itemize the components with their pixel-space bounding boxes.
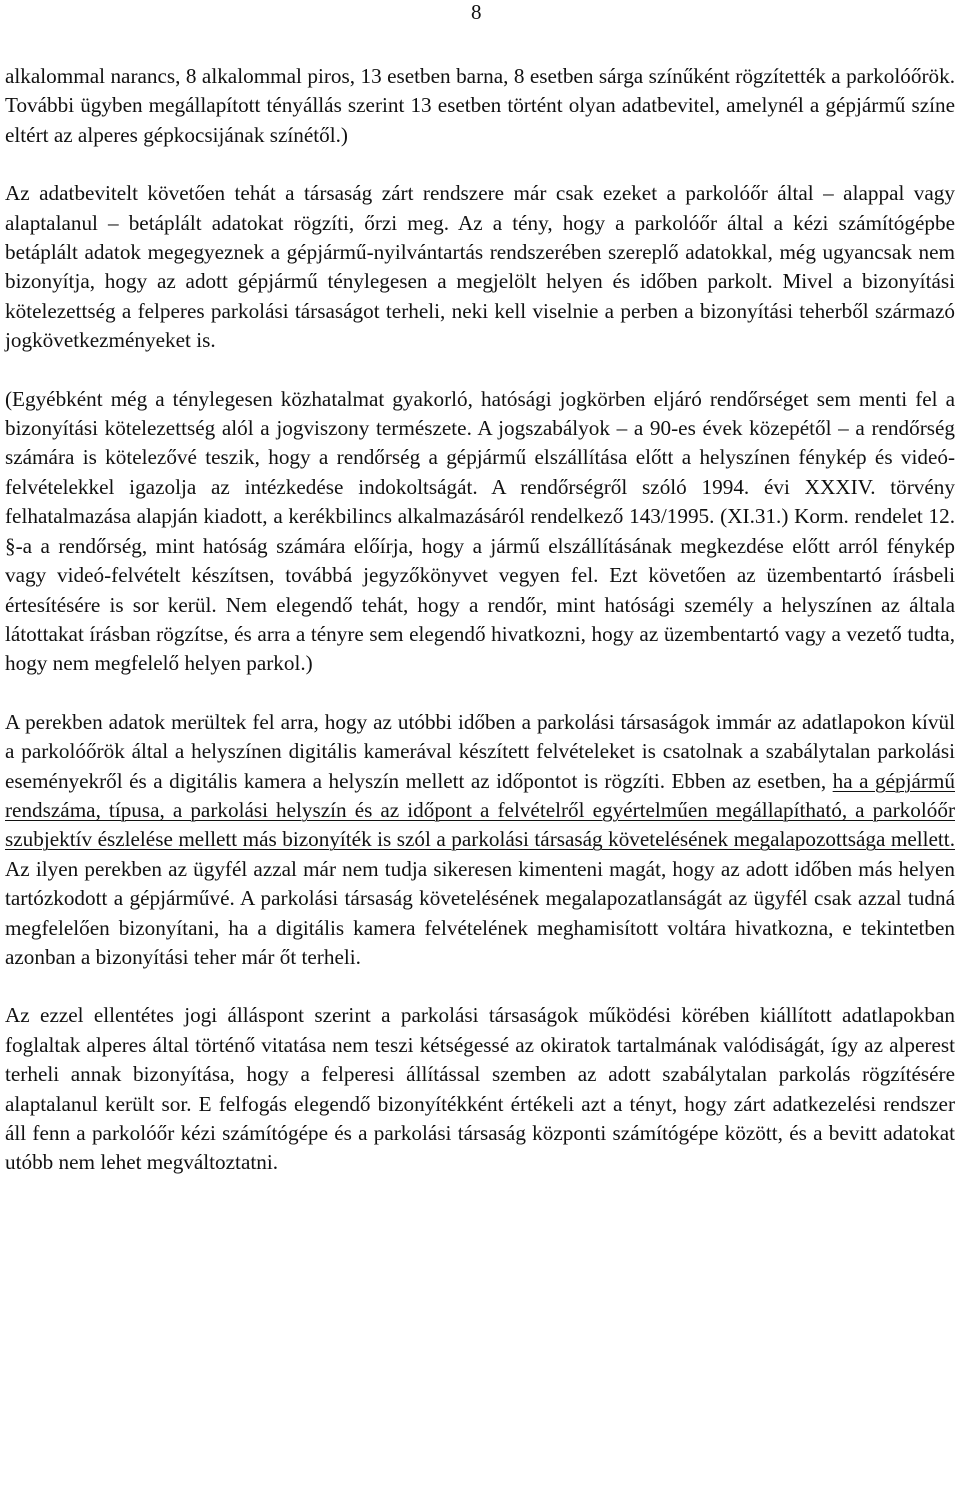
- paragraph-2: Az adatbevitelt követően tehát a társaság zárt rendszere már csak ezeket a parkolóőr által – alappal vagy alaptalanul – betáplált adatokat rögzíti, őrzi meg. Az a tény, hogy a parkolóőr által a kézi számítógépbe betáplált adatok megegyeznek a gépjármű-nyilvántartás rendszerében szereplő adatokkal, még ugyancsak nem bizonyítja, hogy az adott gépjármű ténylegesen a megjelölt helyen és időben parkolt. Mivel a bizonyítási kötelezettség a felperes parkolási társaságot terheli, neki kell viselnie a perben a bizonyítási teherből származó jogkövetkezményeket is.: [5, 181, 955, 353]
- document-body: [5, 62, 955, 1207]
- paragraph-4-intro: A perekben adatok merültek fel arra, hogy az utóbbi időben a parkolási társaságok immár az adatlapokon kívül a parkolóőrök által a helyszínen digitális kamerával készített felvételeket is csatolnak a szabálytalan parkolási eseményekről és a digitális kamera a helyszín mellett az időpontot is rögzíti. Ebben az esetben,: [5, 709, 955, 793]
- paragraph-1: alkalommal narancs, 8 alkalommal piros, 13 esetben barna, 8 esetben sárga színűként rögzítették a parkolóőrök. További ügyben megállapított tényállás szerint 13 esetben történt olyan adatbevitel, amelynél a gépjármű színe eltért az alperes gépkocsijának színétől.): [5, 64, 955, 147]
- paragraph-4: [5, 708, 955, 973]
- page-number: 8: [471, 0, 482, 24]
- paragraph-4-underlined: ha a gépjármű rendszáma, típusa, a parkolási helyszín és az időpont a felvételről egyértelműen megállapítható, a parkolóőr szubjektív észlelése mellett más bizonyíték is szól a parkolási társaság követelésének megalapozottsága mellett.: [5, 768, 955, 852]
- paragraph-5: Az ezzel ellentétes jogi álláspont szerint a parkolási társaságok működési körében kiállított adatlapokban foglaltak alperes által történő vitatása nem teszi kétségessé az okiratok tartalmának valódiságát, így az alperest terheli annak bizonyítása, hogy a felperesi állítással szemben az adott szabálytalan parkolás rögzítésére alaptalanul került sor. E felfogás elegendő bizonyítékként értékeli azt a tényt, hogy zárt adatkezelési rendszer áll fenn a parkolóőr kézi számítógépe és a parkolási társaság központi számítógépe között, és a bevitt adatokat utóbb nem lehet megváltoztatni.: [5, 1003, 955, 1175]
- paragraph-3: (Egyébként még a ténylegesen közhatalmat gyakorló, hatósági jogkörben eljáró rendőrséget sem menti fel a bizonyítási kötelezettség alól a jogviszony természete. A jogszabályok – a 90-es évek közepétől – a rendőrség számára is kötelezővé teszik, hogy a rendőrség a gépjármű elszállítása előtt a helyszínen fénykép és videó-felvételekkel igazolja az intézkedése indokoltságát. A rendőrségről szóló 1994. évi XXXIV. törvény felhatalmazása alapján kiadott, a kerékbilincs alkalmazásáról rendelkező 143/1995. (XI.31.) Korm. rendelet 12. §-a a rendőrség, mint hatóság számára előírja, hogy a jármű elszállításának megkezdése előtt arról fénykép vagy videó-felvételt készítsen, továbbá jegyzőkönyvet vegyen fel. Ezt követően az üzembentartó írásbeli értesítésére is sor kerül. Nem elegendő tehát, hogy a rendőr, mint hatósági személy a helyszínen az általa látottakat írásban rögzítse, és arra a tényre sem elegendő hivatkozni, hogy az üzembentartó vagy a vezető tudta, hogy nem megfelelő helyen parkol.): [5, 386, 955, 676]
- paragraph-4-rest: Az ilyen perekben az ügyfél azzal már nem tudja sikeresen kimenteni magát, hogy az adott időben más helyen tartózkodott a gépjárművé. A parkolási társaság követelésének megalapozatlanságát az ügyfél csak azzal tudná megfelelően bizonyítani, ha a digitális kamera felvételének meghamisított voltára hivatkozna, e tekintetben azonban a bizonyítási teher már őt terheli.: [5, 856, 955, 969]
